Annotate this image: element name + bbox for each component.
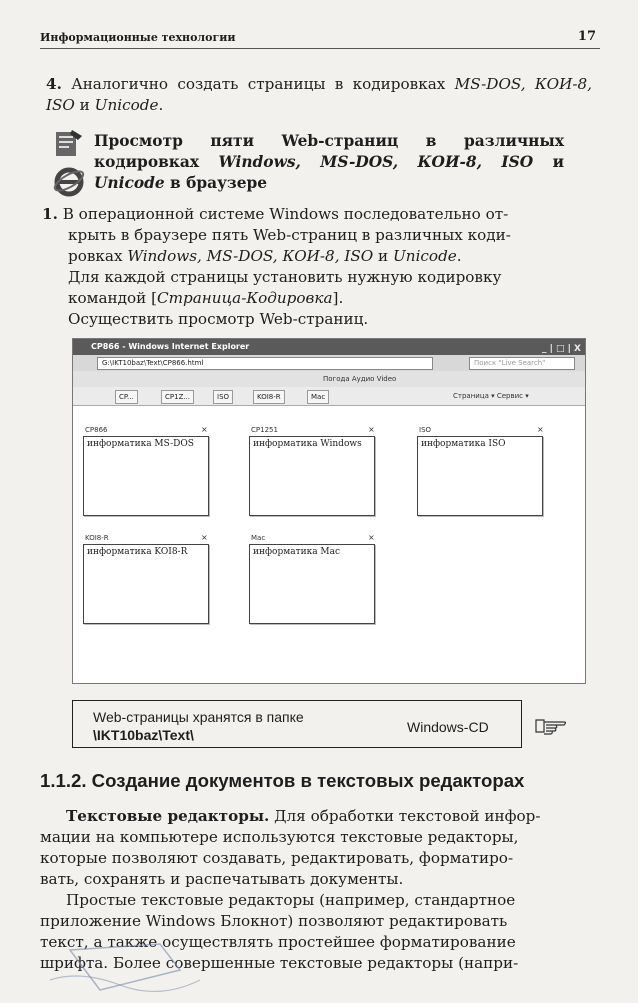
window-titlebar: [73, 339, 585, 355]
step-line: крыть в браузере пять Web-страниц в различных коди-: [68, 226, 511, 244]
links-text[interactable]: Погода Аудио Video: [323, 375, 397, 383]
tab-cp1251[interactable]: CP1Z...: [161, 390, 194, 404]
body-line: вать, сохранять и распечатывать документы.: [40, 870, 404, 888]
frame-cp866: [83, 436, 209, 516]
heading-italic: Unicode: [94, 174, 165, 192]
step-text: Аналогично создать страницы в кодировках: [71, 75, 455, 93]
frame-text: информатика Windows: [253, 439, 362, 449]
search-input[interactable]: Поиск "Live Search": [469, 357, 575, 370]
page-number: 17: [577, 29, 596, 44]
step-text-italic: Unicode: [94, 96, 159, 114]
step-line: [42, 246, 596, 267]
frame-mac: [249, 544, 375, 624]
address-input[interactable]: G:\IKT10baz\Text\CP866.html: [97, 357, 433, 370]
running-header: [40, 28, 600, 49]
frame-label: ISO: [419, 426, 432, 434]
frame-cp1251: [249, 436, 375, 516]
heading-italic: Windows, MS-DOS, КОИ-8, ISO: [218, 153, 534, 171]
step-text: и: [74, 96, 95, 114]
pointing-hand-icon: [534, 714, 568, 736]
frame-label: CP1251: [251, 426, 278, 434]
heading-text: Просмотр пяти Web-страниц в различных кодировках: [94, 132, 564, 171]
section-title: 1.1.2. Создание документов в текстовых редакторах: [40, 770, 525, 791]
info-box: [72, 700, 522, 748]
internet-explorer-icon: [52, 164, 86, 198]
window-controls[interactable]: _ | □ | X: [541, 344, 581, 354]
folder-path: \IKT10baz\Text\: [93, 727, 194, 743]
body-text-run: Для обработки текстовой инфор-: [269, 807, 541, 825]
close-icon[interactable]: ×: [368, 425, 375, 434]
page-content: [73, 406, 585, 683]
step-number: 1.: [42, 205, 58, 223]
frame-text: информатика MS-DOS: [87, 439, 194, 449]
body-line: Простые текстовые редакторы (например, стандартное: [66, 891, 516, 909]
body-line: текст, а также осуществлять простейшее форматирование: [40, 933, 516, 951]
step-number: 4.: [46, 75, 62, 93]
tab-mac[interactable]: Mac: [307, 390, 329, 404]
frame-label: Mac: [251, 534, 266, 542]
step-text: .: [158, 96, 164, 114]
step-line: [42, 288, 596, 309]
library-stamp: [40, 940, 240, 998]
frame-label: CP866: [85, 426, 108, 434]
document-pen-icon: [52, 128, 84, 158]
tab-bar: [73, 387, 585, 406]
step-italic: Windows, MS-DOS, КОИ-8, ISO: [127, 247, 374, 265]
term-bold: Текстовые редакторы.: [66, 807, 270, 825]
browser-screenshot: [72, 338, 586, 684]
header-title: Информационные технологии: [40, 31, 236, 44]
close-icon[interactable]: ×: [537, 425, 544, 434]
frame-text: информатика KOI8-R: [87, 547, 188, 557]
window-title: CP866 - Windows Internet Explorer: [91, 342, 250, 351]
body-line: шрифта. Более совершенные текстовые редакторы (напри-: [40, 954, 519, 972]
frame-iso: [417, 436, 543, 516]
frame-text: информатика ISO: [421, 439, 506, 449]
heading-text: в браузере: [164, 174, 268, 192]
close-icon[interactable]: ×: [368, 533, 375, 542]
step-text: .: [456, 247, 462, 265]
tab-iso[interactable]: ISO: [213, 390, 233, 404]
step-text-italic: MS-DOS, КОИ-8, ISO: [46, 75, 592, 114]
step-text: ровках: [68, 247, 128, 265]
step-line: Осуществить просмотр Web-страниц.: [68, 310, 369, 328]
exercise-heading: [94, 131, 564, 194]
close-icon[interactable]: ×: [201, 425, 208, 434]
heading-text: и: [533, 153, 564, 171]
step-text: ].: [332, 289, 344, 307]
step-text: и: [373, 247, 393, 265]
body-line: [40, 806, 596, 827]
step-4-paragraph: [46, 74, 592, 116]
frame-koi8r: [83, 544, 209, 624]
tab-cp866[interactable]: CP...: [115, 390, 138, 404]
step-text: командой [: [68, 289, 157, 307]
tab-koi8r[interactable]: KOI8-R: [253, 390, 285, 404]
step-line: В операционной системе Windows последовательно от-: [62, 205, 509, 223]
frame-label: KOI8-R: [85, 534, 109, 542]
step-italic: Страница-Кодировка: [157, 289, 333, 307]
body-line: которые позволяют создавать, редактировать, форматиро-: [40, 849, 514, 867]
step-1-paragraph: [42, 204, 596, 330]
body-line: мации на компьютере используются текстовые редакторы,: [40, 828, 519, 846]
info-line: Web-страницы хранятся в папке: [93, 709, 304, 725]
cd-label: Windows-CD: [407, 719, 489, 735]
close-icon[interactable]: ×: [201, 533, 208, 542]
address-bar: [73, 355, 585, 371]
links-bar: [73, 371, 585, 387]
body-line: приложение Windows Блокнот) позволяют редактировать: [40, 912, 508, 930]
tools-menu[interactable]: Страница ▾ Сервис ▾: [453, 392, 529, 400]
step-line: Для каждой страницы установить нужную кодировку: [68, 268, 502, 286]
frame-text: информатика Mac: [253, 547, 341, 557]
step-italic: Unicode: [392, 247, 457, 265]
